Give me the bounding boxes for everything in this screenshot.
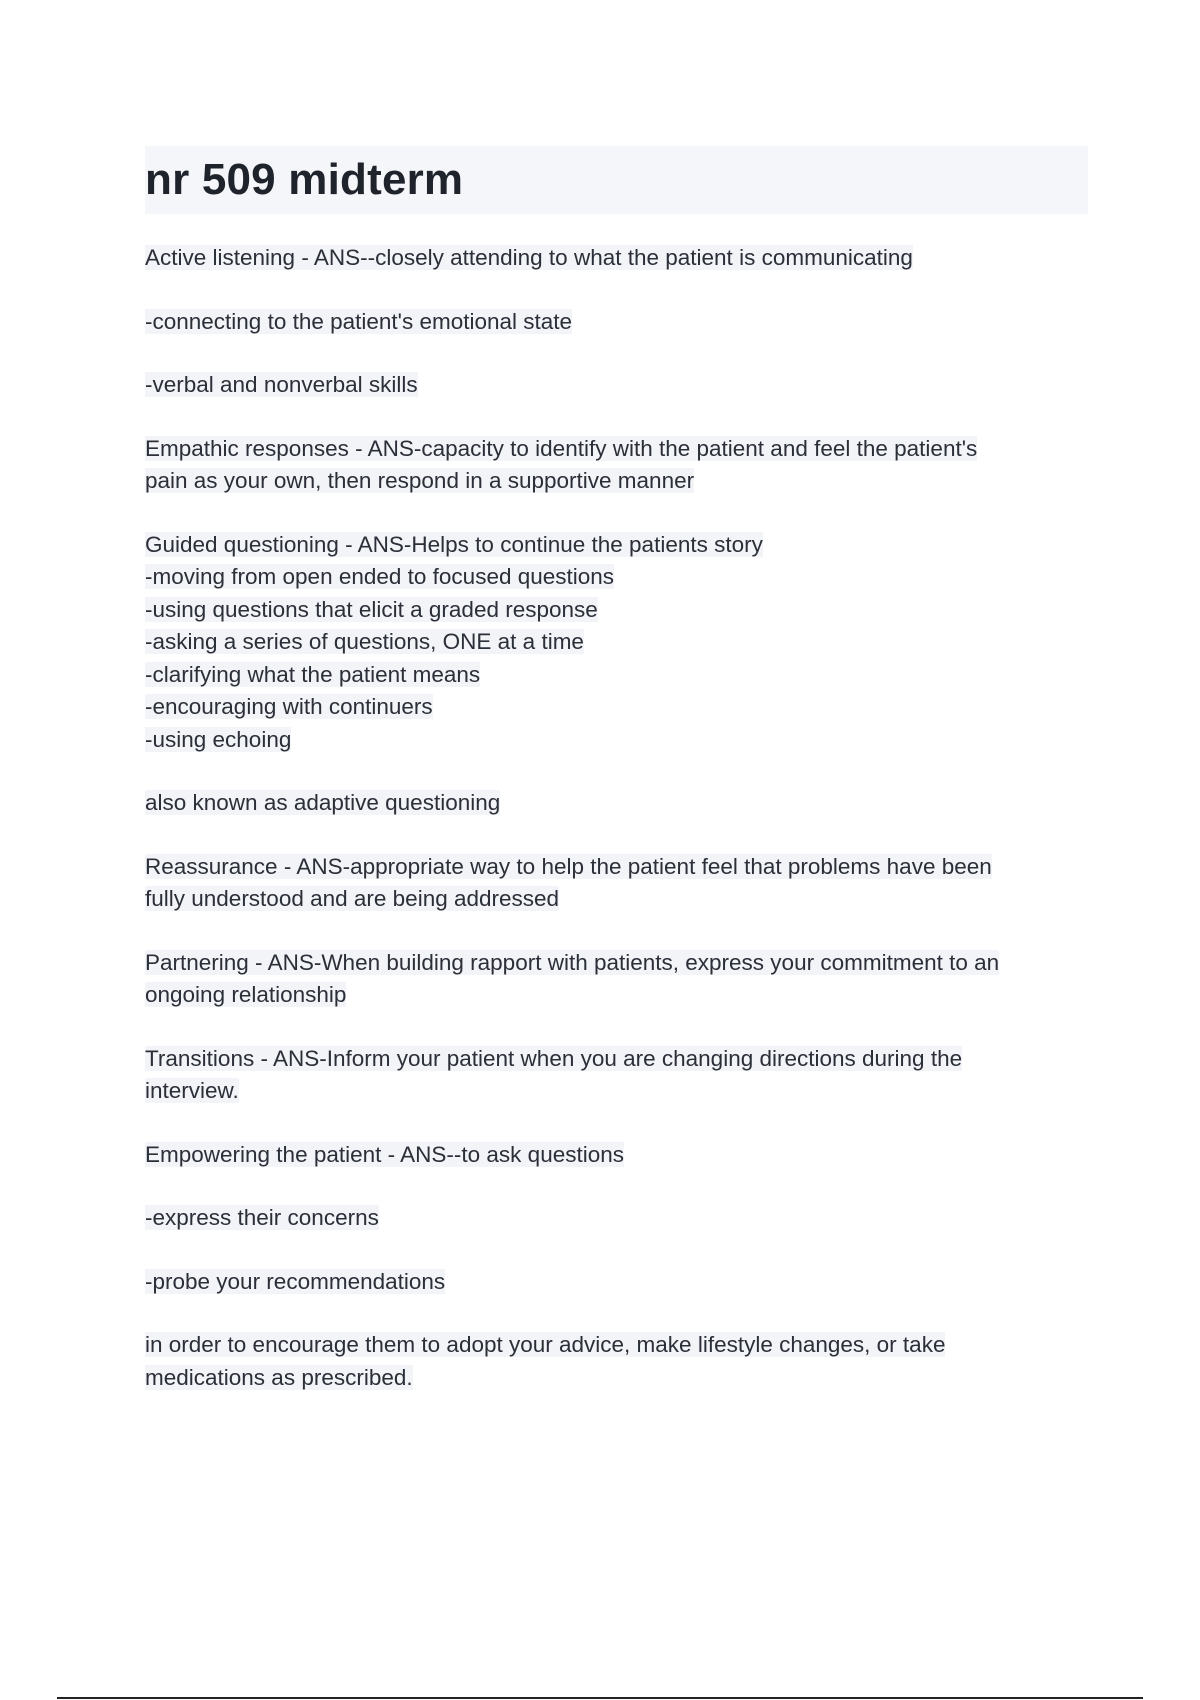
text-line-content: -verbal and nonverbal skills: [145, 372, 418, 397]
text-line: [145, 626, 1088, 659]
text-line-content: Empowering the patient - ANS--to ask questions: [145, 1141, 624, 1167]
text-line: [145, 1075, 1088, 1108]
text-line: [145, 561, 1088, 594]
paragraph: [145, 1043, 1088, 1108]
paragraph: [145, 851, 1088, 916]
paragraph: [145, 787, 1088, 820]
text-line: [145, 465, 1088, 498]
text-line: [145, 659, 1088, 692]
text-line: [145, 242, 1088, 275]
text-line-content: interview.: [145, 1078, 239, 1103]
text-line-content: -using questions that elicit a graded response: [145, 596, 598, 622]
text-line-content: fully understood and are being addressed: [145, 886, 560, 911]
text-line-content: -moving from open ended to focused questions: [145, 564, 615, 589]
text-line-content: -probe your recommendations: [145, 1268, 446, 1294]
text-line-content: in order to encourage them to adopt your advice, make lifestyle changes, or take: [145, 1332, 946, 1357]
text-line: [145, 433, 1088, 466]
text-line-content: Empathic responses - ANS-capacity to identify with the patient and feel the patient's: [145, 435, 978, 461]
paragraph: [145, 369, 1088, 402]
paragraph: [145, 306, 1088, 339]
text-line-content: Partnering - ANS-When building rapport with patients, express your commitment to an: [145, 949, 1000, 975]
text-line-content: Guided questioning - ANS-Helps to continue the patients story: [145, 531, 763, 557]
paragraph: [145, 1329, 1088, 1394]
text-line: [145, 979, 1088, 1012]
text-line: [145, 1043, 1088, 1076]
text-line-content: also known as adaptive questioning: [145, 790, 501, 815]
paragraph: [145, 433, 1088, 498]
footer-divider: [57, 1697, 1143, 1699]
text-line: [145, 594, 1088, 627]
text-line: [145, 1266, 1088, 1299]
text-line: [145, 883, 1088, 916]
text-line-content: Transitions - ANS-Inform your patient when you are changing directions during the: [145, 1045, 963, 1071]
text-line: [145, 1202, 1088, 1235]
text-line: [145, 787, 1088, 820]
text-line: [145, 529, 1088, 562]
text-line: [145, 1362, 1088, 1395]
text-line: [145, 691, 1088, 724]
paragraph: [145, 947, 1088, 1012]
title-banner: [145, 146, 1088, 214]
paragraph: [145, 1202, 1088, 1235]
text-line: [145, 369, 1088, 402]
text-line-content: -connecting to the patient's emotional state: [145, 308, 573, 334]
text-line-content: Reassurance - ANS-appropriate way to help the patient feel that problems have been: [145, 853, 992, 879]
text-line-content: medications as prescribed.: [145, 1364, 413, 1390]
text-line: [145, 1139, 1088, 1172]
paragraph: [145, 1139, 1088, 1172]
text-line: [145, 1329, 1088, 1362]
text-line: [145, 306, 1088, 339]
text-line-content: ongoing relationship: [145, 982, 347, 1007]
paragraph: [145, 529, 1088, 757]
text-line-content: pain as your own, then respond in a supportive manner: [145, 468, 695, 493]
text-line-content: Active listening - ANS--closely attending to what the patient is communicating: [145, 245, 913, 270]
paragraph: [145, 1266, 1088, 1299]
text-line-content: -express their concerns: [145, 1205, 379, 1230]
text-line-content: -clarifying what the patient means: [145, 661, 481, 687]
text-line: [145, 724, 1088, 757]
document-body: [145, 242, 1088, 1425]
text-line-content: -encouraging with continuers: [145, 694, 433, 719]
text-line-content: -using echoing: [145, 726, 292, 752]
text-line: [145, 947, 1088, 980]
paragraph: [145, 242, 1088, 275]
document-title: nr 509 midterm: [145, 155, 464, 204]
text-line-content: -asking a series of questions, ONE at a time: [145, 629, 584, 654]
text-line: [145, 851, 1088, 884]
